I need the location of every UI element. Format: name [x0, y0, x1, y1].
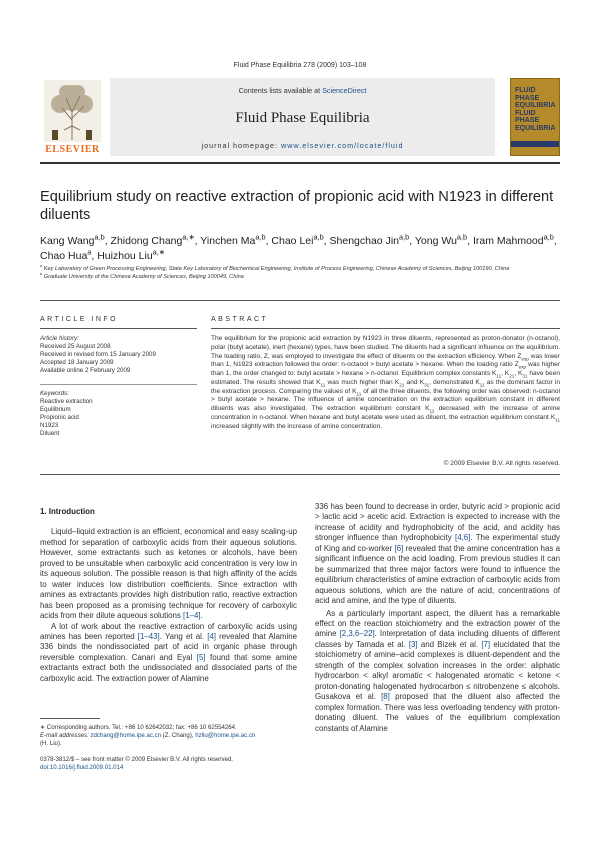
cover-title-line: FLUID PHASE — [515, 87, 540, 102]
history-rule — [40, 384, 197, 385]
keyword: Equilibrium — [40, 406, 71, 413]
cover-title-line: FLUID PHASE — [515, 109, 540, 124]
citation-link[interactable]: [5] — [196, 652, 206, 662]
abstract-text: The equilibrium for the propionic acid extraction by N1923 in three diluents, represented as proton-donator (n-octanol), polar (butyl acetate), inert (hexane) types, have been studied. The diluents had a significant influence on the equilibrium. The loading ratio, Z, was employed to investigate the effect of diluents on the extraction efficiency. When $Z_{exp}$ was lower than 1, N1923 extraction followed the order: n-octanol > butyl acetate > hexane. When the loading ratio $Z_{exp}$ was higher than 1, the order changed to: butyl acetate > hexane > n-octanol. Equilibrium complex constants $K_{11}$, $K_{21}$, $K_{31}$ have been estimated. The results showed that $K_{11}$ was much higher than $K_{21}$ and $K_{31}$, demonstrated $K_{11}$ as the dominant factor in the extraction process. Comparing the values of $K_{11}$ of all the three diluents, the following order was observed: n-octanol > butyl acetate > hexane. The influence of amine concentration on the extraction equilibrium constant in different diluents was also investigated. The extraction equilibrium constant $K_{11}$ decreased with the increase of amine concentration in n-octanol. When hexane and butyl acetate were used as diluent, the extraction equilibrium constant $K_{11}$ increased slightly with the increase of amine concentration. — [211, 335, 561, 430]
author[interactable]: Kang Wang$^{a,b}$ — [40, 232, 105, 247]
affiliation: $^a$ Key Laboratory of Green Processing Engineering, State Key Laboratory of Biochemical Engineering, Institute of Process Engineering, Chinese Academy of Sciences, Beijing 100190, China — [40, 263, 510, 272]
keyword: Diluent — [40, 430, 60, 437]
author[interactable]: Huizhou Liu$^{a,∗}$ — [97, 247, 165, 262]
email-link[interactable]: hzliu@home.ipe.ac.cn — [195, 732, 256, 739]
contents-line — [110, 86, 495, 95]
paragraph: A lot of work about the reactive extraction of carboxylic acids using amines has been reported [1–43]. Yang et al. [4] revealed that Alamine 336 binds the nondissociated part of acid in organic phase through reversible complexation. Canari and Eyal [5] found that some amine extractants extract both the undissociated and dissociated parts of the carboxylic acid. The extraction power of Alamine — [40, 621, 298, 683]
body-rule — [40, 474, 560, 475]
affiliation: $^b$ Graduate University of the Chinese Academy of Sciences, Beijing 100049, China — [40, 270, 244, 280]
author[interactable]: Chao Hua$^a$ — [40, 247, 92, 262]
author-list: Kang Wang$^{a,b}$, Zhidong Chang$^{a,∗}$, Yinchen Ma$^{a,b}$, Chao Lei$^{a,b}$, Shengchao Jin$^{a,b}$, Yong Wu$^{a,b}$, Iram Mahmood$^{a,b}$, Chao Hua$^a$, Huizhou Liu$^{a,∗}$ — [40, 232, 557, 262]
paragraph: As a particularly important aspect, the diluent has a remarkable effect on the reaction stoichiometry and the extraction power of the amine [2,3,6–22]. Interpretation of data including diluents of different classes by Tamada et al. [3] and Bizek et al. [7] elucidated that the stoichiometry of amine–acid complexes is diluent-dependent and the strength of the complex solvation increases in the order: aliphatic hydrocarbon < alkyl aromatic < halogenated aromatic < ketone < proton-donating halogenated hydrocarbon ≤ nitrobenzene ≤ alcohols. Gusakova et al. [8] proposed that the diluent also affected the complex formation. There was less overloading tendency with proton-donating diluent. The values of the equilibrium complexation constants of Alamine — [315, 608, 561, 733]
body-column-left — [40, 507, 297, 684]
citation-link[interactable]: [3] — [408, 639, 418, 649]
keywords-heading: Keywords: — [40, 390, 69, 397]
paragraph: 336 has been found to decrease in order, butyric acid > propionic acid > lactic acid > acetic acid. Extraction is expected to increase with the increase of acidity and hydrophobicity of the acid, and acidity has stronger influence than hydrophobicity [4,6]. The experimental study of King and co-worker [6] revealed that the amine concentration has a significant influence on the acid loading. From previous studies it can be summarized that three major factors were found to influence the equilibrium characteristics of amine extraction of carboxylic acids from aqueous solutions, which are the nature of acid, concentrations of acid and amine, and the type of diluents. — [315, 502, 560, 606]
section-rule — [40, 300, 560, 301]
citation-link[interactable]: [4] — [207, 631, 216, 641]
journal-header — [40, 78, 560, 158]
history-item: Accepted 18 January 2009 — [40, 359, 114, 366]
elsevier-tree-icon — [44, 80, 101, 142]
email-addresses: E-mail addresses: zdchang@home.ipe.ac.cn (Z. Chang), hzliu@home.ipe.ac.cn — [40, 732, 256, 739]
article-info-rule — [40, 328, 197, 329]
citation-link[interactable]: [6] — [394, 543, 404, 553]
keyword: Propionic acid — [40, 414, 79, 421]
cover-title — [515, 87, 555, 132]
journal-cover-image[interactable] — [510, 78, 560, 156]
keyword: Reactive extraction — [40, 398, 93, 405]
article-title: Equilibrium study on reactive extraction of propionic acid with N1923 in different diluents — [40, 189, 554, 223]
history-item: Received in revised form 15 January 2009 — [40, 351, 156, 358]
keyword: N1923 — [40, 422, 59, 429]
author[interactable]: Chao Lei$^{a,b}$ — [271, 232, 324, 247]
keywords — [40, 390, 197, 438]
citation-link[interactable]: [8] — [381, 692, 390, 702]
author[interactable]: Yinchen Ma$^{a,b}$ — [200, 232, 266, 247]
author[interactable]: Shengchao Jin$^{a,b}$ — [329, 232, 410, 247]
publication-info — [40, 756, 297, 772]
article-info-label: ARTICLE INFO — [40, 316, 119, 323]
author[interactable]: Zhidong Chang$^{a,∗}$ — [110, 232, 195, 247]
journal-title: Fluid Phase Equilibria — [235, 110, 370, 126]
section-heading: 1. Introduction — [40, 507, 95, 516]
body-column-right — [315, 502, 560, 734]
citation-link[interactable]: [1–4] — [183, 611, 201, 621]
email-link[interactable]: zdchang@home.ipe.ac.cn — [90, 732, 162, 739]
sciencedirect-link[interactable]: ScienceDirect — [322, 86, 367, 95]
journal-homepage — [110, 141, 495, 150]
author[interactable]: Iram Mahmood$^{a,b}$ — [472, 232, 554, 247]
affiliations — [40, 263, 560, 281]
cover-title-line: EQUILIBRIA — [515, 102, 556, 109]
citation-link[interactable]: [7] — [481, 639, 491, 649]
elsevier-logo[interactable] — [40, 78, 105, 158]
issn-line: 0378-3812/$ – see front matter © 2009 Elsevier B.V. All rights reserved. — [40, 756, 233, 763]
citation-link[interactable]: [4,6] — [455, 533, 471, 543]
publisher-name: ELSEVIER — [45, 144, 100, 155]
history-heading: Article history: — [40, 335, 79, 342]
header-rule — [40, 162, 560, 164]
homepage-link[interactable]: www.elsevier.com/locate/fluid — [281, 141, 404, 150]
abstract-label: ABSTRACT — [211, 316, 269, 323]
journal-reference: Fluid Phase Equilibria 278 (2009) 103–108 — [233, 62, 367, 69]
footnote-rule — [40, 718, 100, 719]
cover-title-line: EQUILIBRIA — [515, 124, 556, 132]
history-item: Received 25 August 2008 — [40, 343, 111, 350]
doi-link[interactable]: doi:10.1016/j.fluid.2009.01.014 — [40, 764, 124, 771]
cover-strip — [511, 141, 559, 147]
copyright: © 2009 Elsevier B.V. All rights reserved. — [443, 460, 560, 467]
email-owner: (H. Liu). — [40, 740, 62, 747]
article-history — [40, 335, 197, 375]
citation-link[interactable]: [2,3,6–22] — [339, 629, 375, 639]
history-item: Available online 2 February 2009 — [40, 367, 131, 374]
homepage-prefix: journal homepage: — [201, 141, 282, 150]
journal-banner — [110, 78, 495, 156]
corresponding-author-note: ∗ Corresponding authors. Tel.: +86 10 62642032; fax: +86 10 62554264. — [40, 724, 237, 731]
footnote — [40, 724, 297, 748]
paragraph: Liquid–liquid extraction is an efficient, economical and easy scaling-up method for separation of carboxylic acids from their aqueous solutions. However, some extractants such as ketones or alcohols, have been proved to be unsuitable when carboxylic acid concentration is very low in its aqueous solution. The possible reason is that high affinity of the acids to water induces low distribution coefficients. Since extraction with amines as extractants provides high distribution ratio, reactive extraction has been proposed as a promising technique for recovery of carboxylic acids from their dilute aqueous solutions [1–4]. — [40, 527, 297, 621]
author[interactable]: Yong Wu$^{a,b}$ — [414, 232, 468, 247]
citation-link[interactable]: [1–43] — [137, 631, 160, 641]
abstract-rule — [211, 328, 560, 329]
contents-prefix: Contents lists available at — [238, 86, 323, 95]
